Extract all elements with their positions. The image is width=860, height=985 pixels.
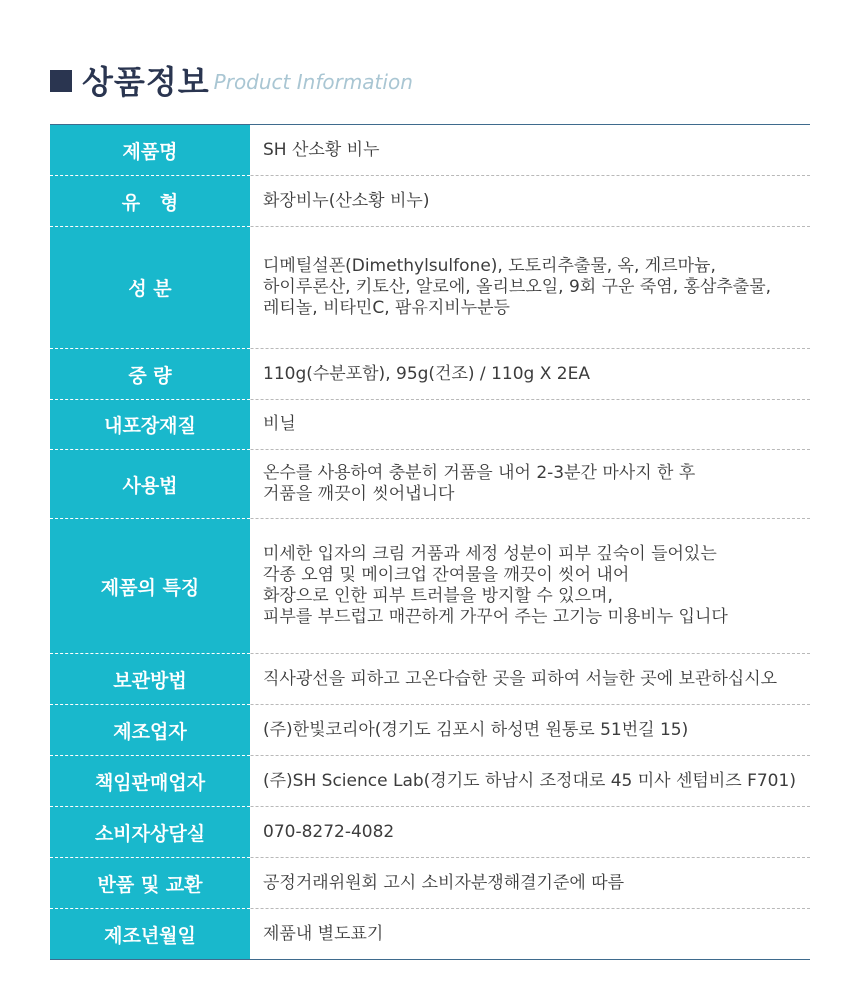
- row-label: 유 형: [50, 176, 250, 227]
- row-label: 제품의 특징: [50, 519, 250, 654]
- row-value: [250, 807, 810, 857]
- row-value: [250, 227, 810, 348]
- value-line: 온수를 사용하여 충분히 거품을 내어 2-3분간 마사지 한 후: [263, 463, 696, 483]
- row-value: [250, 176, 810, 226]
- square-bullet-icon: [50, 70, 72, 92]
- table-row: [50, 858, 810, 909]
- row-label: 반품 및 교환: [50, 858, 250, 909]
- value-line: 각종 오염 및 메이크업 잔여물을 깨끗이 씻어 내어: [263, 565, 630, 585]
- table-row: [50, 519, 810, 654]
- row-label: 책임판매업자: [50, 756, 250, 807]
- table-row: [50, 400, 810, 450]
- table-row: [50, 705, 810, 756]
- row-label: 소비자상담실: [50, 807, 250, 858]
- table-row: [50, 756, 810, 807]
- row-value: [250, 654, 810, 704]
- table-row: [50, 349, 810, 400]
- row-value: [250, 858, 810, 908]
- value-line: 직사광선을 피하고 고온다습한 곳을 피하여 서늘한 곳에 보관하십시오: [263, 668, 778, 689]
- value-line: SH 산소황 비누: [263, 139, 380, 160]
- value-line: (주)한빛코리아(경기도 김포시 하성면 원통로 51번길 15): [263, 719, 689, 740]
- row-label: 사용법: [50, 450, 250, 519]
- value-line: 레티놀, 비타민C, 팜유지비누분등: [263, 298, 510, 318]
- value-line: 화장으로 인한 피부 트러블을 방지할 수 있으며,: [263, 586, 613, 606]
- section-title: 상품정보: [82, 63, 210, 101]
- row-value: [250, 756, 810, 806]
- value-line: 피부를 부드럽고 매끈하게 가꾸어 주는 고기능 미용비누 입니다: [263, 607, 728, 627]
- table-row: [50, 450, 810, 519]
- row-label: 제조업자: [50, 705, 250, 756]
- row-value: [250, 519, 810, 653]
- table-row: [50, 654, 810, 705]
- value-line: 미세한 입자의 크림 거품과 세정 성분이 피부 깊숙이 들어있는: [263, 544, 717, 564]
- table-row: [50, 176, 810, 227]
- row-label: 중 량: [50, 349, 250, 400]
- row-label: 제조년월일: [50, 909, 250, 959]
- row-value: [250, 705, 810, 755]
- table-row: [50, 227, 810, 349]
- row-label: 내포장재질: [50, 400, 250, 450]
- value-line: (주)SH Science Lab(경기도 하남시 조정대로 45 미사 센텀비즈 F701): [263, 770, 796, 791]
- table-row: [50, 909, 810, 959]
- value-line: 제품내 별도표기: [263, 923, 384, 944]
- row-label: 보관방법: [50, 654, 250, 705]
- row-value: [250, 349, 810, 399]
- row-value: [250, 909, 810, 959]
- product-info-table: [50, 124, 810, 960]
- value-line: 070-8272-4082: [263, 821, 395, 842]
- value-line: 110g(수분포함), 95g(건조) / 110g X 2EA: [263, 363, 590, 384]
- section-header: [50, 52, 413, 102]
- value-line: 디메틸설폰(Dimethylsulfone), 도토리추출물, 옥, 게르마늄,: [263, 256, 716, 276]
- row-value: [250, 450, 810, 518]
- value-line: 공정거래위원회 고시 소비자분쟁해결기준에 따름: [263, 872, 625, 893]
- section-subtitle: Product Information: [213, 70, 413, 94]
- table-row: [50, 125, 810, 176]
- row-value: [250, 400, 810, 449]
- row-label: 제품명: [50, 125, 250, 176]
- value-line: 하이루론산, 키토산, 알로에, 올리브오일, 9회 구운 죽염, 홍삼추출물,: [263, 277, 772, 297]
- row-label: 성 분: [50, 227, 250, 349]
- value-line: 비닐: [263, 414, 296, 434]
- value-line: 화장비누(산소황 비누): [263, 190, 430, 211]
- row-value: [250, 125, 810, 175]
- table-row: [50, 807, 810, 858]
- value-line: 거품을 깨끗이 씻어냅니다: [263, 484, 455, 504]
